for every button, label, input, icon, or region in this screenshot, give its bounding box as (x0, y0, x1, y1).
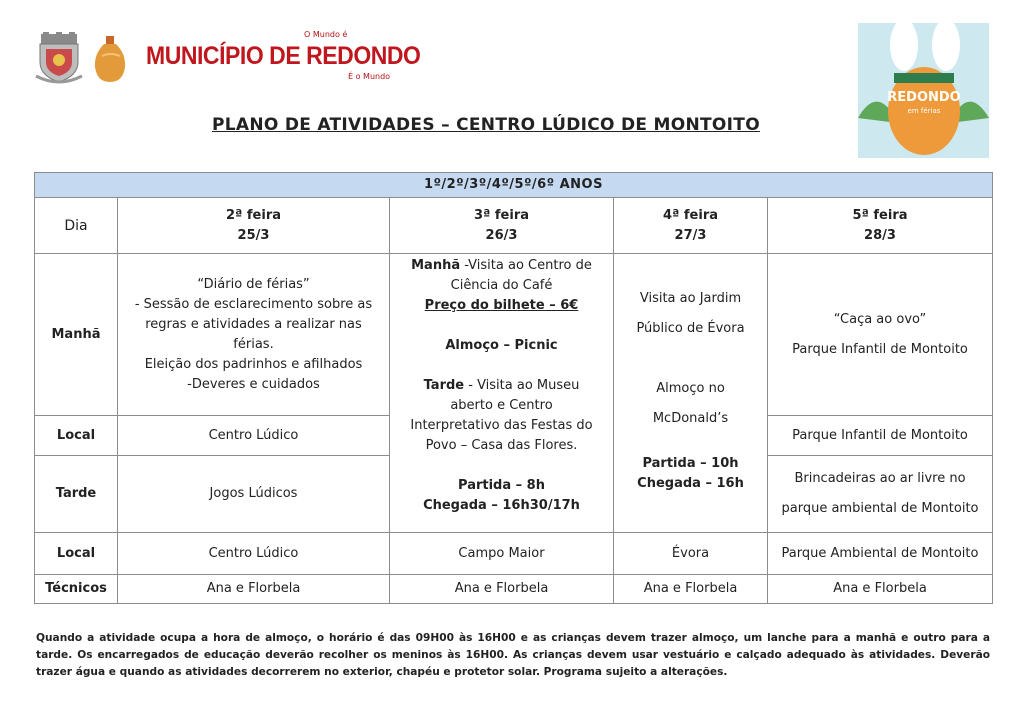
day-header-monday: 2ª feira 25/3 (118, 198, 390, 254)
poster-subtitle: em férias (907, 107, 941, 115)
row-label-staff: Técnicos (35, 575, 118, 604)
footnote: Quando a atividade ocupa a hora de almoço, o horário é das 09H00 às 16H00 e as crianças devem trazer almoço, um lanche para a manhã e outro para a tarde. Os encarregados de educação deverão recolher os meninos às 16H00. As crianças devem usar vestuário e calçado adequado às atividades. Deverão trazer água e quando as atividades decorrerem no exterior, chapéu e protetor solar. Programa sujeito a alterações. (36, 632, 990, 678)
age-band-header: 1º/2º/3º/4º/5º/6º ANOS (35, 173, 993, 198)
brand-tagline-bottom: É o Mundo (348, 72, 391, 81)
monday-morning-cell: “Diário de férias” - Sessão de esclarecimento sobre as regras e atividades a realizar nas férias. Eleição dos padrinhos e afilhados -Deveres e cuidados (118, 254, 390, 416)
row-label-local-morning: Local (35, 416, 118, 456)
event-poster (858, 23, 989, 158)
wednesday-staff: Ana e Florbela (614, 575, 768, 604)
row-label-afternoon: Tarde (35, 456, 118, 533)
thursday-local-afternoon: Parque Ambiental de Montoito (768, 533, 993, 575)
monday-local-morning: Centro Lúdico (118, 416, 390, 456)
day-label: Dia (35, 198, 118, 254)
activity-table (34, 172, 993, 604)
monday-local-afternoon: Centro Lúdico (118, 533, 390, 575)
monday-staff: Ana e Florbela (118, 575, 390, 604)
poster-title: REDONDO (887, 90, 961, 105)
thursday-staff: Ana e Florbela (768, 575, 993, 604)
monday-afternoon-cell: Jogos Lúdicos (118, 456, 390, 533)
day-header-tuesday: 3ª feira 26/3 (390, 198, 614, 254)
thursday-afternoon-cell: Brincadeiras ao ar livre no parque ambiental de Montoito (768, 456, 993, 533)
thursday-morning-cell: “Caça ao ovo” Parque Infantil de Montoito (768, 254, 993, 416)
wednesday-activity-cell: Visita ao Jardim Público de Évora Almoço no McDonald’s Partida – 10h Chegada – 16h (614, 254, 768, 533)
wednesday-local-afternoon: Évora (614, 533, 768, 575)
clay-jar-icon (92, 34, 128, 84)
page-title: PLANO DE ATIVIDADES – CENTRO LÚDICO DE MONTOITO (212, 115, 760, 135)
row-label-local-afternoon: Local (35, 533, 118, 575)
easter-poster-icon (858, 23, 989, 158)
tuesday-activity-cell: Manhã -Visita ao Centro de Ciência do Café Preço do bilhete – 6€ Almoço – Picnic Tarde - Visita ao Museu aberto e Centro Interpretativo das Festas do Povo – Casa das Flores. Partida – 8h Chegada – 16h30/17h (390, 254, 614, 533)
coat-of-arms-icon (32, 32, 86, 86)
day-header-thursday: 5ª feira 28/3 (768, 198, 993, 254)
thursday-local-morning: Parque Infantil de Montoito (768, 416, 993, 456)
tuesday-staff: Ana e Florbela (390, 575, 614, 604)
day-header-wednesday: 4ª feira 27/3 (614, 198, 768, 254)
row-label-morning: Manhã (35, 254, 118, 416)
brand-tagline-top: O Mundo é (304, 30, 348, 39)
brand-name: MUNICÍPIO DE REDONDO (146, 42, 421, 70)
tuesday-local-afternoon: Campo Maior (390, 533, 614, 575)
